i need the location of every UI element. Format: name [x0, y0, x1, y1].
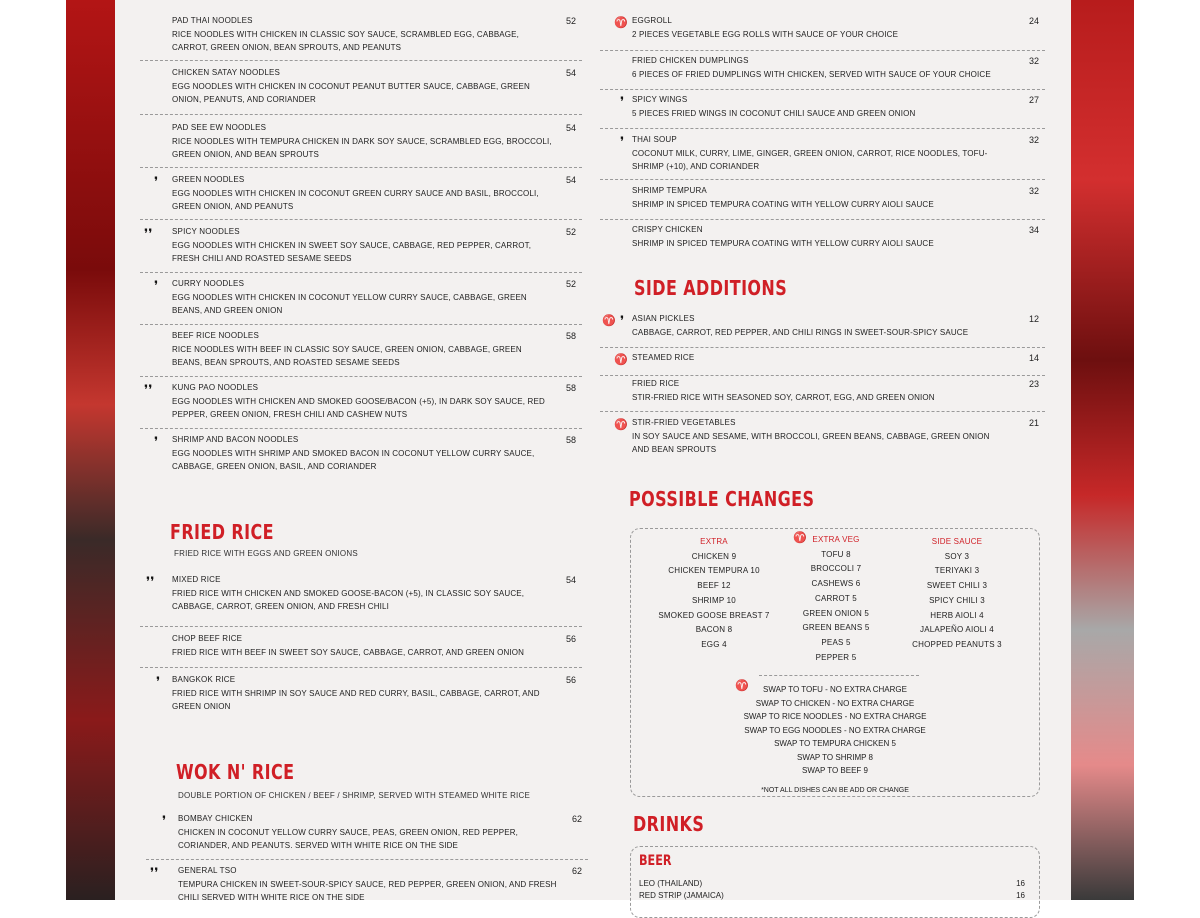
list-item [600, 314, 1045, 348]
item-name: MIXED RICE [172, 575, 221, 584]
extra-veg-option: GREEN ONION 5 [802, 608, 870, 618]
item-price: 32 [1028, 56, 1039, 66]
leaf-icon: ♈ [602, 315, 616, 327]
extra-option: SHRIMP 10 [692, 595, 736, 605]
section-title: SIDE ADDITIONS [634, 276, 788, 300]
extra-veg-option: CARROT 5 [815, 593, 857, 603]
leaf-icon: ♈ [735, 680, 749, 692]
list-item [140, 675, 582, 715]
chili-pepper-icon: ❜ [620, 94, 625, 109]
item-description: FRIED RICE WITH BEEF IN SWEET SOY SAUCE, CABBAGE, CARROT, AND GREEN ONION [172, 648, 525, 657]
side-sauce-option: JALAPEÑO AIOLI 4 [920, 625, 994, 635]
item-description: FRIED RICE WITH SHRIMP IN SOY SAUCE AND RED CURRY, BASIL, CABBAGE, CARROT, AND GREEN ONION [172, 689, 540, 711]
item-name: SHRIMP AND BACON NOODLES [172, 435, 299, 444]
changes-note: *NOT ALL DISHES CAN BE ADD OR CHANGE [761, 787, 909, 794]
item-name: STIR-FRIED VEGETABLES [632, 418, 736, 427]
item-price: 12 [1028, 314, 1039, 324]
item-price: 23 [1028, 379, 1039, 389]
item-name: KUNG PAO NOODLES [172, 383, 259, 392]
item-name: CHICKEN SATAY NOODLES [172, 68, 281, 77]
leaf-icon: ♈ [614, 17, 628, 29]
item-price: 32 [1028, 135, 1039, 145]
extra-option: CHICKEN 9 [691, 551, 737, 561]
item-name: SPICY WINGS [632, 95, 688, 104]
item-price: 54 [565, 68, 576, 78]
item-name: PAD THAI NOODLES [172, 16, 253, 25]
section-title: POSSIBLE CHANGES [629, 487, 815, 511]
item-description: EGG NOODLES WITH CHICKEN AND SMOKED GOOSE/BACON (+5), IN DARK SOY SAUCE, RED PEPPER, GREEN ONION, FRESH CHILI AND CASHEW NUTS [172, 397, 545, 419]
list-item [600, 379, 1045, 412]
list-item [140, 435, 582, 480]
item-description: IN SOY SAUCE AND SESAME, WITH BROCCOLI, GREEN BEANS, CABBAGE, GREEN ONION AND BEAN SPROUTS [632, 432, 990, 454]
extra-option: CHICKEN TEMPURA 10 [668, 566, 760, 576]
item-price: 54 [565, 175, 576, 185]
side-sauce-option: SOY 3 [944, 551, 970, 561]
list-item [600, 135, 1045, 180]
side-sauce-heading: SIDE SAUCE [931, 537, 983, 546]
item-price: 21 [1028, 418, 1039, 428]
item-price: 58 [565, 331, 576, 341]
extra-veg-heading: EXTRA VEG [812, 535, 860, 544]
extra-veg-option: PEAS 5 [821, 637, 851, 647]
item-description: RICE NOODLES WITH BEEF IN CLASSIC SOY SAUCE, GREEN ONION, CABBAGE, GREEN BEANS, BEAN SPROUTS, AND ROASTED SESAME SEEDS [172, 345, 522, 367]
possible-changes-box [630, 528, 1040, 797]
item-description: 5 PIECES FRIED WINGS IN COCONUT CHILI SAUCE AND GREEN ONION [632, 109, 916, 118]
section-title: WOK N' RICE [176, 760, 295, 784]
extra-veg-option: GREEN BEANS 5 [802, 623, 870, 633]
list-item [600, 56, 1045, 90]
item-price: 27 [1028, 95, 1039, 105]
list-item [140, 279, 582, 325]
chili-pepper-icon: ❜ [154, 434, 159, 449]
chili-pepper-icon: ❜ [156, 674, 161, 689]
item-price: 52 [565, 16, 576, 26]
swap-option: SWAP TO BEEF 9 [802, 766, 868, 775]
item-name: GENERAL TSO [178, 866, 237, 875]
extra-option: BACON 8 [695, 625, 733, 635]
section-subtitle: DOUBLE PORTION OF CHICKEN / BEEF / SHRIMP, SERVED WITH STEAMED WHITE RICE [178, 791, 530, 800]
beer-name: RED STRIP (JAMAICA) [639, 891, 724, 900]
extra-option: BEEF 12 [697, 581, 731, 591]
item-price: 14 [1028, 353, 1039, 363]
side-sauce-option: SPICY CHILI 3 [929, 595, 985, 605]
item-price: 56 [565, 675, 576, 685]
leaf-icon: ♈ [614, 354, 628, 366]
item-description: RICE NOODLES WITH CHICKEN IN CLASSIC SOY SAUCE, SCRAMBLED EGG, CABBAGE, CARROT, GREEN ONION, BEAN SPROUTS, AND PEANUTS [172, 30, 520, 52]
extra-veg-option: PEPPER 5 [815, 652, 857, 662]
item-description: EGG NOODLES WITH CHICKEN IN COCONUT PEANUT BUTTER SAUCE, CABBAGE, GREEN ONION, PEANUTS, AND CORIANDER [172, 82, 530, 104]
list-item [600, 225, 1045, 258]
beer-heading: BEER [639, 853, 672, 869]
list-item [600, 186, 1045, 220]
swap-option: SWAP TO RICE NOODLES - NO EXTRA CHARGE [743, 712, 927, 721]
extra-veg-option: TOFU 8 [821, 549, 851, 559]
item-name: CRISPY CHICKEN [632, 225, 703, 234]
side-sauce-option: SWEET CHILI 3 [926, 581, 988, 591]
item-description: FRIED RICE WITH CHICKEN AND SMOKED GOOSE-BACON (+5), IN CLASSIC SOY SAUCE, CABBAGE, CARROT, GREEN ONION, AND FRESH CHILI [172, 589, 525, 611]
extra-option: EGG 4 [701, 639, 727, 649]
item-price: 32 [1028, 186, 1039, 196]
chili-pepper-icon: ❜ [620, 134, 625, 149]
side-sauce-option: HERB AIOLI 4 [930, 610, 984, 620]
item-name: SHRIMP TEMPURA [632, 186, 707, 195]
item-name: SPICY NOODLES [172, 227, 240, 236]
item-name: PAD SEE EW NOODLES [172, 123, 267, 132]
beer-price: 16 [1016, 891, 1025, 900]
list-item [140, 331, 582, 377]
list-item [600, 95, 1045, 129]
swap-option: SWAP TO CHICKEN - NO EXTRA CHARGE [755, 698, 915, 708]
swap-option: SWAP TO TOFU - NO EXTRA CHARGE [763, 685, 907, 694]
list-item [140, 227, 582, 273]
item-description: CABBAGE, CARROT, RED PEPPER, AND CHILI RINGS IN SWEET-SOUR-SPICY SAUCE [632, 328, 969, 337]
item-description: CHICKEN IN COCONUT YELLOW CURRY SAUCE, PEAS, GREEN ONION, RED PEPPER, CORIANDER, AND PEANUTS. SERVED WITH WHITE RICE ON THE SIDE [178, 828, 519, 850]
chili-pepper-icon: ❜ [154, 174, 159, 189]
item-description: STIR-FRIED RICE WITH SEASONED SOY, CARROT, EGG, AND GREEN ONION [632, 393, 935, 402]
extra-heading: EXTRA [700, 537, 728, 546]
side-sauce-column [897, 535, 1017, 653]
chili-pepper-icon: ❜ [620, 313, 625, 328]
chili-pepper-icon: ❜❜ [144, 382, 153, 397]
swap-option: SWAP TO SHRIMP 8 [796, 752, 874, 762]
list-item [600, 16, 1045, 51]
page-margin-left [0, 0, 66, 900]
item-price: 52 [565, 227, 576, 237]
divider [759, 675, 919, 676]
item-name: FRIED RICE [632, 379, 680, 388]
beer-name: LEO (THAILAND) [639, 879, 703, 888]
item-name: GREEN NOODLES [172, 175, 245, 184]
chili-pepper-icon: ❜❜ [146, 574, 155, 589]
list-item [140, 16, 582, 61]
extra-veg-column [781, 533, 891, 665]
item-name: BANGKOK RICE [172, 675, 236, 684]
item-description: COCONUT MILK, CURRY, LIME, GINGER, GREEN ONION, CARROT, RICE NOODLES, TOFU-SHRIMP (+10), AND CORIANDER [632, 149, 988, 171]
item-description: SHRIMP IN SPICED TEMPURA COATING WITH YELLOW CURRY AIOLI SAUCE [632, 239, 934, 248]
item-price: 62 [571, 866, 582, 876]
item-name: CHOP BEEF RICE [172, 634, 243, 643]
chili-pepper-icon: ❜❜ [150, 865, 159, 880]
item-price: 62 [571, 814, 582, 824]
chili-pepper-icon: ❜ [162, 813, 167, 828]
page-margin-right [1134, 0, 1200, 900]
list-item [140, 68, 582, 115]
beer-box [630, 846, 1040, 918]
item-name: CURRY NOODLES [172, 279, 245, 288]
item-price: 34 [1028, 225, 1039, 235]
item-name: ASIAN PICKLES [632, 314, 695, 323]
side-sauce-option: CHOPPED PEANUTS 3 [912, 639, 1002, 649]
item-price: 56 [565, 634, 576, 644]
list-item [146, 814, 588, 860]
leaf-icon: ♈ [793, 532, 807, 544]
list-item [639, 879, 1025, 888]
item-name: THAI SOUP [632, 135, 677, 144]
list-item [600, 353, 1045, 376]
beer-price: 16 [1016, 879, 1025, 888]
item-name: FRIED CHICKEN DUMPLINGS [632, 56, 749, 65]
list-item [140, 575, 582, 627]
item-description: 6 PIECES OF FRIED DUMPLINGS WITH CHICKEN, SERVED WITH SAUCE OF YOUR CHOICE [632, 70, 991, 79]
swap-option: SWAP TO TEMPURA CHICKEN 5 [774, 739, 896, 748]
item-description: EGG NOODLES WITH SHRIMP AND SMOKED BACON IN COCONUT YELLOW CURRY SAUCE, CABBAGE, GREEN ONION, BASIL, AND CORIANDER [172, 449, 535, 471]
list-item [140, 175, 582, 220]
swap-list [631, 683, 1039, 778]
chili-pepper-icon: ❜ [154, 278, 159, 293]
item-price: 58 [565, 435, 576, 445]
item-name: BOMBAY CHICKEN [178, 814, 253, 823]
list-item [140, 634, 582, 668]
list-item [140, 383, 582, 429]
section-title: FRIED RICE [170, 520, 274, 544]
item-price: 52 [565, 279, 576, 289]
item-description: RICE NOODLES WITH TEMPURA CHICKEN IN DARK SOY SAUCE, SCRAMBLED EGG, BROCCOLI, GREEN ONION, AND BEAN SPROUTS [172, 137, 552, 159]
extra-veg-option: CASHEWS 6 [811, 579, 861, 589]
extra-veg-option: BROCCOLI 7 [810, 564, 862, 574]
chili-pepper-icon: ❜❜ [144, 226, 153, 241]
item-description: EGG NOODLES WITH CHICKEN IN COCONUT GREEN CURRY SAUCE AND BASIL, BROCCOLI, GREEN ONION, AND PEANUTS [172, 189, 539, 211]
section-title: DRINKS [633, 812, 705, 836]
list-item [146, 866, 588, 900]
list-item [140, 123, 582, 168]
extra-option: SMOKED GOOSE BREAST 7 [658, 610, 770, 620]
item-price: 24 [1028, 16, 1039, 26]
background-artwork-right [1070, 0, 1134, 900]
item-description: EGG NOODLES WITH CHICKEN IN SWEET SOY SAUCE, CABBAGE, RED PEPPER, CARROT, FRESH CHILI AND ROASTED SESAME SEEDS [172, 241, 532, 263]
list-item [600, 418, 1045, 458]
swap-option: SWAP TO EGG NOODLES - NO EXTRA CHARGE [744, 725, 926, 735]
background-artwork-left [66, 0, 116, 900]
item-description: EGG NOODLES WITH CHICKEN IN COCONUT YELLOW CURRY SAUCE, CABBAGE, GREEN BEANS, AND GREEN ONION [172, 293, 527, 315]
leaf-icon: ♈ [614, 419, 628, 431]
item-price: 58 [565, 383, 576, 393]
item-price: 54 [565, 123, 576, 133]
side-sauce-option: TERIYAKI 3 [934, 566, 980, 576]
item-description: 2 PIECES VEGETABLE EGG ROLLS WITH SAUCE OF YOUR CHOICE [632, 30, 899, 39]
section-subtitle: FRIED RICE WITH EGGS AND GREEN ONIONS [174, 549, 358, 558]
item-description: SHRIMP IN SPICED TEMPURA COATING WITH YELLOW CURRY AIOLI SAUCE [632, 200, 934, 209]
item-name: EGGROLL [632, 16, 673, 25]
item-name: BEEF RICE NOODLES [172, 331, 259, 340]
item-name: STEAMED RICE [632, 353, 695, 362]
list-item [639, 891, 1025, 900]
item-description: TEMPURA CHICKEN IN SWEET-SOUR-SPICY SAUCE, RED PEPPER, GREEN ONION, AND FRESH CHILI SERVED WITH WHITE RICE ON THE SIDE [178, 880, 557, 902]
extra-column [649, 535, 779, 653]
item-price: 54 [565, 575, 576, 585]
